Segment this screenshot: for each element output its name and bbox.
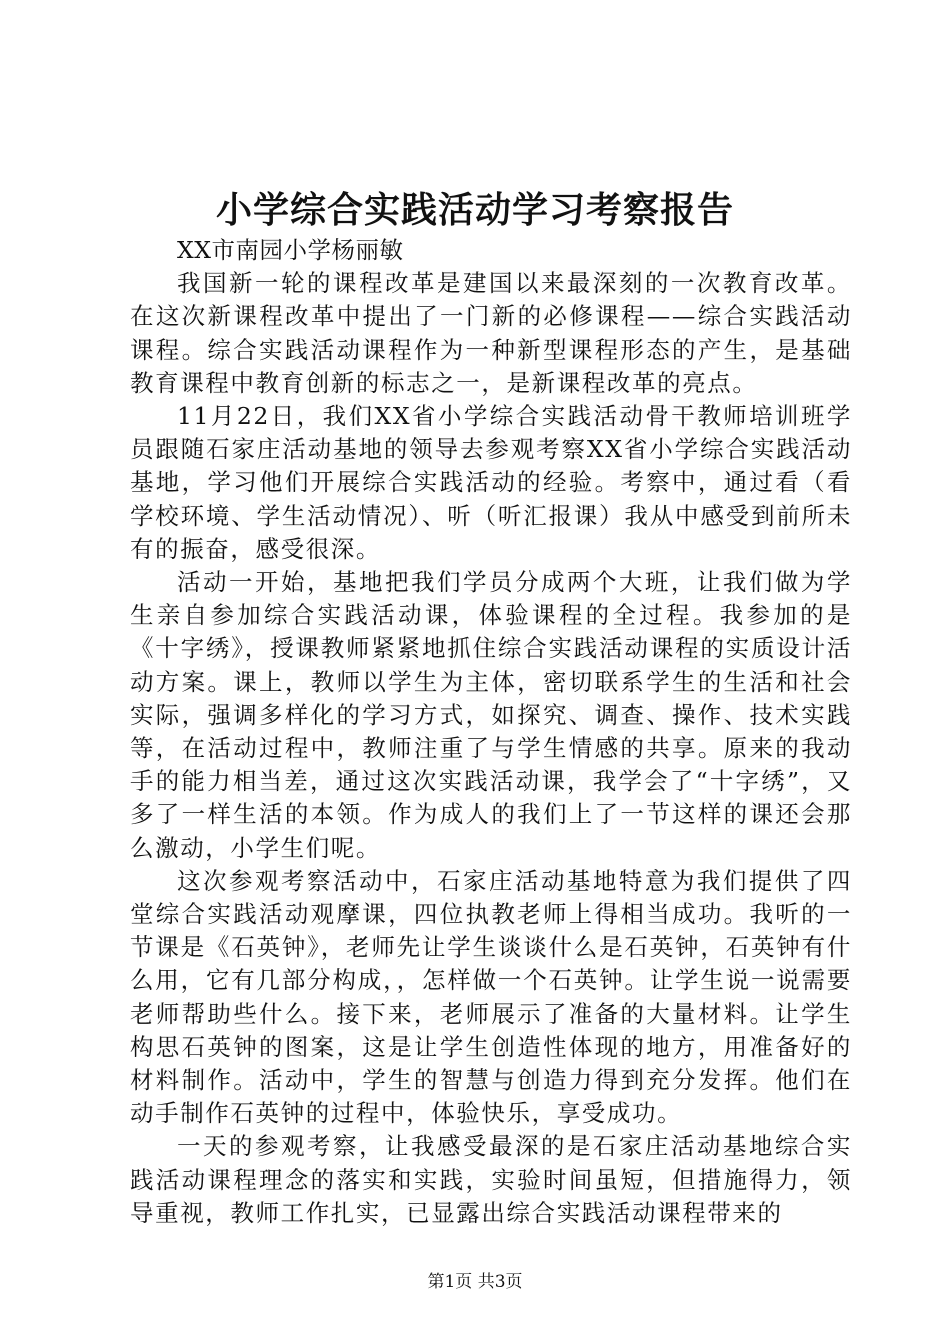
paragraph-3: 活动一开始，基地把我们学员分成两个大班，让我们做为学生亲自参加综合实践活动课，体验课程的全过程。我参加的是《十字绣》，授课教师紧紧地抓住综合实践活动课程的实质设计活动方案。课上，教师以学生为主体，密切联系学生的生活和社会实际，强调多样化的学习方式，如探究、调查、操作、技术实践等，在活动过程中，教师注重了与学生情感的共享。原来的我动手的能力相当差，通过这次实践活动课，我学会了“十字绣”，又多了一样生活的本领。作为成人的我们上了一节这样的课还会那么激动，小学生们呢。 [130,568,852,862]
document-title: 小学综合实践活动学习考察报告 [215,189,734,231]
paragraph-4: 这次参观考察活动中，石家庄活动基地特意为我们提供了四堂综合实践活动观摩课，四位执教老师上得相当成功。我听的一节课是《石英钟》，老师先让学生谈谈什么是石英钟，石英钟有什么用，它有几部分构成，，怎样做一个石英钟。让学生说一说需要老师帮助些什么。接下来，老师展示了准备的大量材料。让学生构思石英钟的图案，这是让学生创造性体现的地方，用准备好的材料制作。活动中，学生的智慧与创造力得到充分发挥。他们在动手制作石英钟的过程中，体验快乐，享受成功。 [130,866,852,1128]
page-footer: 第1页 共3页 [427,1272,523,1292]
paragraph-1: 我国新一轮的课程改革是建国以来最深刻的一次教育改革。在这次新课程改革中提出了一门新的必修课程——综合实践活动课程。综合实践活动课程作为一种新型课程形态的产生，是基础教育课程中教育创新的标志之一，是新课程改革的亮点。 [130,269,852,397]
document-body [130,234,852,1230]
author-line: XX市南园小学杨丽敏 [177,236,404,264]
paragraph-5: 一天的参观考察，让我感受最深的是石家庄活动基地综合实践活动课程理念的落实和实践，实验时间虽短，但措施得力，领导重视，教师工作扎实，已显露出综合实践活动课程带来的 [130,1132,852,1227]
paragraph-2: 11月22日，我们XX省小学综合实践活动骨干教师培训班学员跟随石家庄活动基地的领导去参观考察XX省小学综合实践活动基地，学习他们开展综合实践活动的经验。考察中，通过看（看学校环境、学生活动情况）、听（听汇报课）我从中感受到前所未有的振奋，感受很深。 [130,402,852,563]
